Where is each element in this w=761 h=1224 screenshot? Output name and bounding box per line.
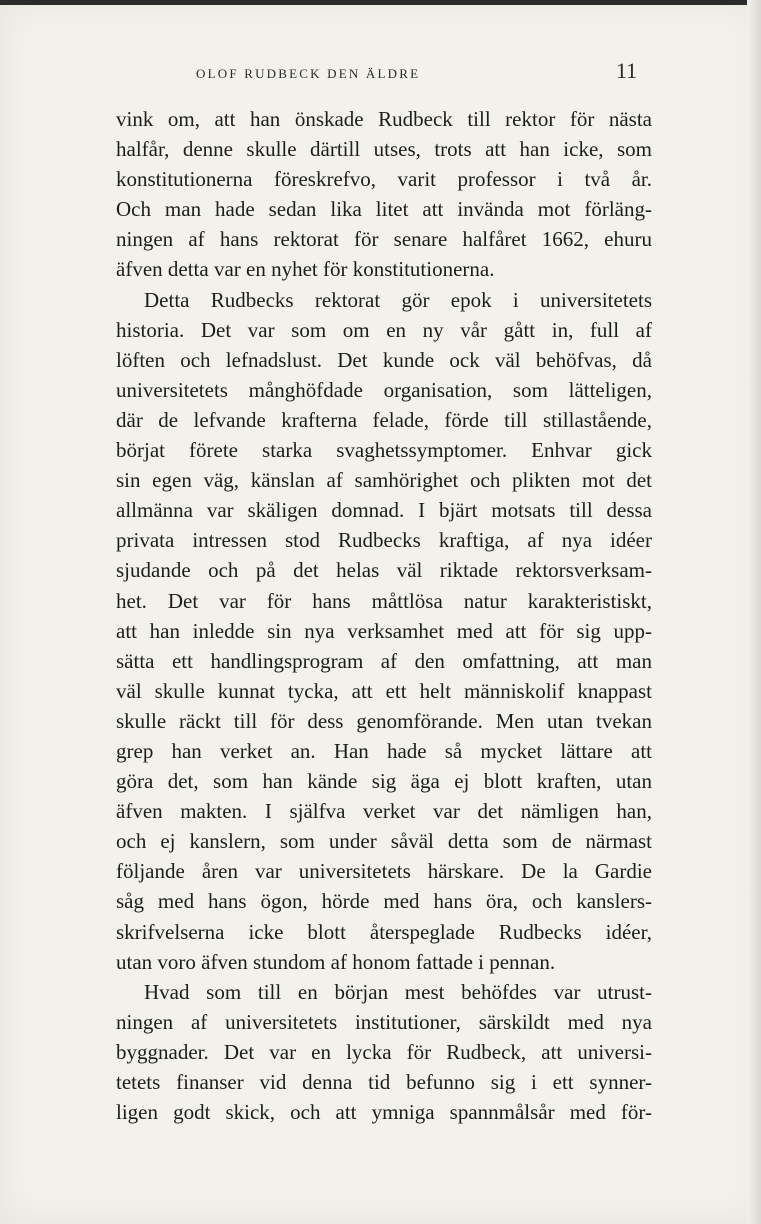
text-line: där de lefvande krafterna felade, förde till stillastående, bbox=[116, 407, 652, 432]
text-line: allmänna var skäligen domnad. I bjärt motsats till dessa bbox=[116, 498, 652, 523]
text-line: tetets finanser vid denna tid befunno sig i ett synner- bbox=[116, 1070, 652, 1094]
text-line: vink om, att han önskade Rudbeck till rektor för nästa bbox=[116, 107, 652, 131]
page-number: 11 bbox=[616, 58, 638, 83]
text-line: privata intressen stod Rudbecks kraftiga, af nya idéer bbox=[116, 528, 652, 553]
text-line: skrifvelserna icke blott återspeglade Rudbecks idéer, bbox=[116, 919, 652, 944]
text-line: ningen af hans rektorat för senare halfåret 1662, ehuru bbox=[116, 227, 652, 252]
text-line: ningen af universitetets institutioner, särskildt med nya bbox=[116, 1009, 652, 1034]
text-line: byggnader. Det var en lycka för Rudbeck, att universi- bbox=[116, 1039, 652, 1064]
text-line: väl skulle kunnat tycka, att ett helt människolif knappast bbox=[116, 678, 652, 703]
scan-top-edge bbox=[0, 0, 761, 5]
text-line: grep han verket an. Han hade så mycket lättare att bbox=[116, 738, 652, 763]
paragraph-start-line: Hvad som till en början mest behöfdes var utrust- bbox=[144, 979, 652, 1004]
text-line: och ej kanslern, som under såväl detta som de närmast bbox=[116, 829, 652, 854]
text-line: sjudande och på det helas väl riktade rektorsverksam- bbox=[116, 558, 652, 583]
text-line: följande åren var universitetets härskare. De la Gardie bbox=[116, 859, 652, 884]
text-line: sätta ett handlingsprogram af den omfattning, att man bbox=[116, 648, 652, 673]
body-text bbox=[116, 104, 652, 1127]
text-line: göra det, som han kände sig äga ej blott kraften, utan bbox=[116, 769, 652, 794]
text-line: het. Det var för hans måttlösa natur karakteristiskt, bbox=[116, 588, 652, 613]
text-line: historia. Det var som om en ny vår gått in, full af bbox=[116, 317, 652, 342]
text-line: sin egen väg, känslan af samhörighet och plikten mot det bbox=[116, 468, 652, 493]
text-line: universitetets månghöfdade organisation, som lätteligen, bbox=[116, 377, 652, 402]
text-line: halfår, denne skulle därtill utses, trots att han icke, som bbox=[116, 137, 652, 162]
page-gutter-shadow bbox=[747, 0, 761, 1224]
text-line: ligen godt skick, och att ymniga spannmålsår med för- bbox=[116, 1100, 652, 1125]
text-line: löften och lefnadslust. Det kunde ock väl behöfvas, då bbox=[116, 347, 652, 372]
text-line: skulle räckt till för dess genomförande. Men utan tvekan bbox=[116, 708, 652, 733]
text-line: äfven makten. I själfva verket var det nämligen han, bbox=[116, 799, 652, 824]
text-line: såg med hans ögon, hörde med hans öra, och kanslers- bbox=[116, 889, 652, 914]
running-head: OLOF RUDBECK DEN ÄLDRE bbox=[196, 66, 421, 81]
text-line: börjat förete starka svaghetssymptomer. Enhvar gick bbox=[116, 438, 652, 463]
text-line: Och man hade sedan lika litet att invända mot förläng- bbox=[116, 197, 652, 222]
text-line: äfven detta var en nyhet för konstitutionerna. bbox=[116, 257, 495, 282]
text-line: konstitutionerna föreskrefvo, varit professor i två år. bbox=[116, 167, 652, 192]
text-line: att han inledde sin nya verksamhet med att för sig upp- bbox=[116, 618, 652, 643]
text-line: utan voro äfven stundom af honom fattade i pennan. bbox=[116, 949, 556, 974]
paragraph-start-line: Detta Rudbecks rektorat gör epok i universitetets bbox=[144, 287, 652, 312]
